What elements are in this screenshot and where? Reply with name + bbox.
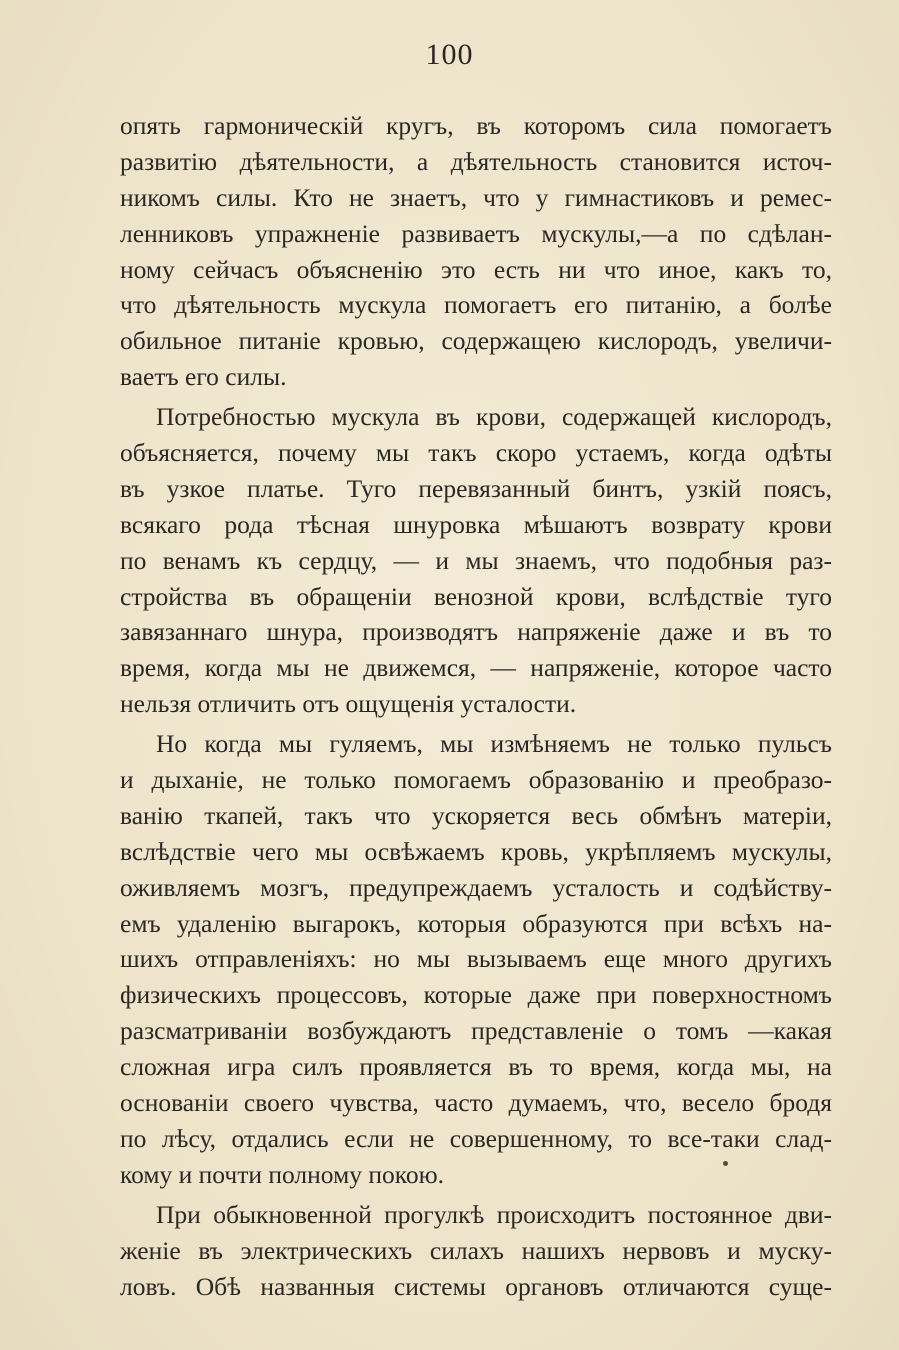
text-line: ловъ. Обѣ названныя системы органовъ отличаются суще- xyxy=(120,1271,832,1301)
text-line: развитію дѣятельности, а дѣятельность становится источ- xyxy=(120,146,832,176)
text-line: ленниковъ упражненіе развиваетъ мускулы,—а по сдѣлан- xyxy=(120,218,832,248)
ink-speck xyxy=(723,1161,728,1166)
text-line: въ узкое платье. Туго перевязанный бинтъ, узкій поясъ, xyxy=(120,473,832,503)
text-line: емъ удаленію выгарокъ, которыя образуются при всѣхъ на- xyxy=(120,908,832,938)
paragraph xyxy=(120,1197,832,1305)
text-line: разсматриваніи возбуждаютъ представленіе о томъ —какая xyxy=(120,1016,832,1046)
text-line: ванію ткапей, такъ что ускоряется весь обмѣнъ матеріи, xyxy=(120,800,832,830)
text-line: физическихъ процессовъ, которые даже при поверхностномъ xyxy=(120,980,832,1010)
text-line: обильное питаніе кровью, содержащею кислородъ, увеличи- xyxy=(120,326,832,356)
paragraph xyxy=(120,399,832,722)
text-line: оживляемъ мозгъ, предупреждаемъ усталость и содѣйству- xyxy=(120,872,832,902)
text-line: сложная игра силъ проявляется въ то время, когда мы, на xyxy=(120,1052,832,1082)
text-line: по лѣсу, отдались если не совершенному, то все-таки слад- xyxy=(120,1123,832,1153)
text-line: по венамъ къ сердцу, — и мы знаемъ, что подобныя раз- xyxy=(120,545,832,575)
text-line: При обыкновенной прогулкѣ происходитъ постоянное дви- xyxy=(156,1199,832,1229)
text-line: основаніи своего чувства, часто думаемъ, что, весело бродя xyxy=(120,1088,832,1118)
text-line: ному сейчасъ объясненію это есть ни что иное, какъ то, xyxy=(120,254,832,284)
text-line: нельзя отличить отъ ощущенія усталости. xyxy=(120,689,577,719)
paragraph xyxy=(120,108,832,395)
text-line: время, когда мы не движемся, — напряженіе, которое часто xyxy=(120,653,832,683)
page-number: 100 xyxy=(425,38,474,71)
text-line: женіе въ электрическихъ силахъ нашихъ нервовъ и муску- xyxy=(120,1235,832,1265)
paragraph xyxy=(120,726,832,1193)
body-text xyxy=(120,108,832,1308)
text-line: что дѣятельность мускула помогаетъ его питанію, а болѣе xyxy=(120,290,832,320)
text-line: завязаннаго шнура, производятъ напряженіе даже и въ то xyxy=(120,617,832,647)
text-line: объясняется, почему мы такъ скоро устаемъ, когда одѣты xyxy=(120,438,832,468)
text-line: никомъ силы. Кто не знаетъ, что у гимнастиковъ и ремес- xyxy=(120,182,832,212)
text-line: и дыханіе, не только помогаемъ образованію и преобразо- xyxy=(120,765,832,795)
text-line: всякаго рода тѣсная шнуровка мѣшаютъ возврату крови xyxy=(120,509,832,539)
text-line: стройства въ обращеніи венозной крови, вслѣдствіе туго xyxy=(120,581,832,611)
text-line: вслѣдствіе чего мы освѣжаемъ кровь, укрѣпляемъ мускулы, xyxy=(120,836,832,866)
text-line: Но когда мы гуляемъ, мы измѣняемъ не только пульсъ xyxy=(156,729,832,759)
text-line: Потребностью мускула въ крови, содержащей кислородъ, xyxy=(156,402,832,432)
text-line: опять гармоническій кругъ, въ которомъ сила помогаетъ xyxy=(120,111,832,140)
text-line: шихъ отправленіяхъ: но мы вызываемъ еще много другихъ xyxy=(120,944,832,974)
text-line: кому и почти полному покою. xyxy=(120,1159,444,1189)
text-line: ваетъ его силы. xyxy=(120,362,287,392)
